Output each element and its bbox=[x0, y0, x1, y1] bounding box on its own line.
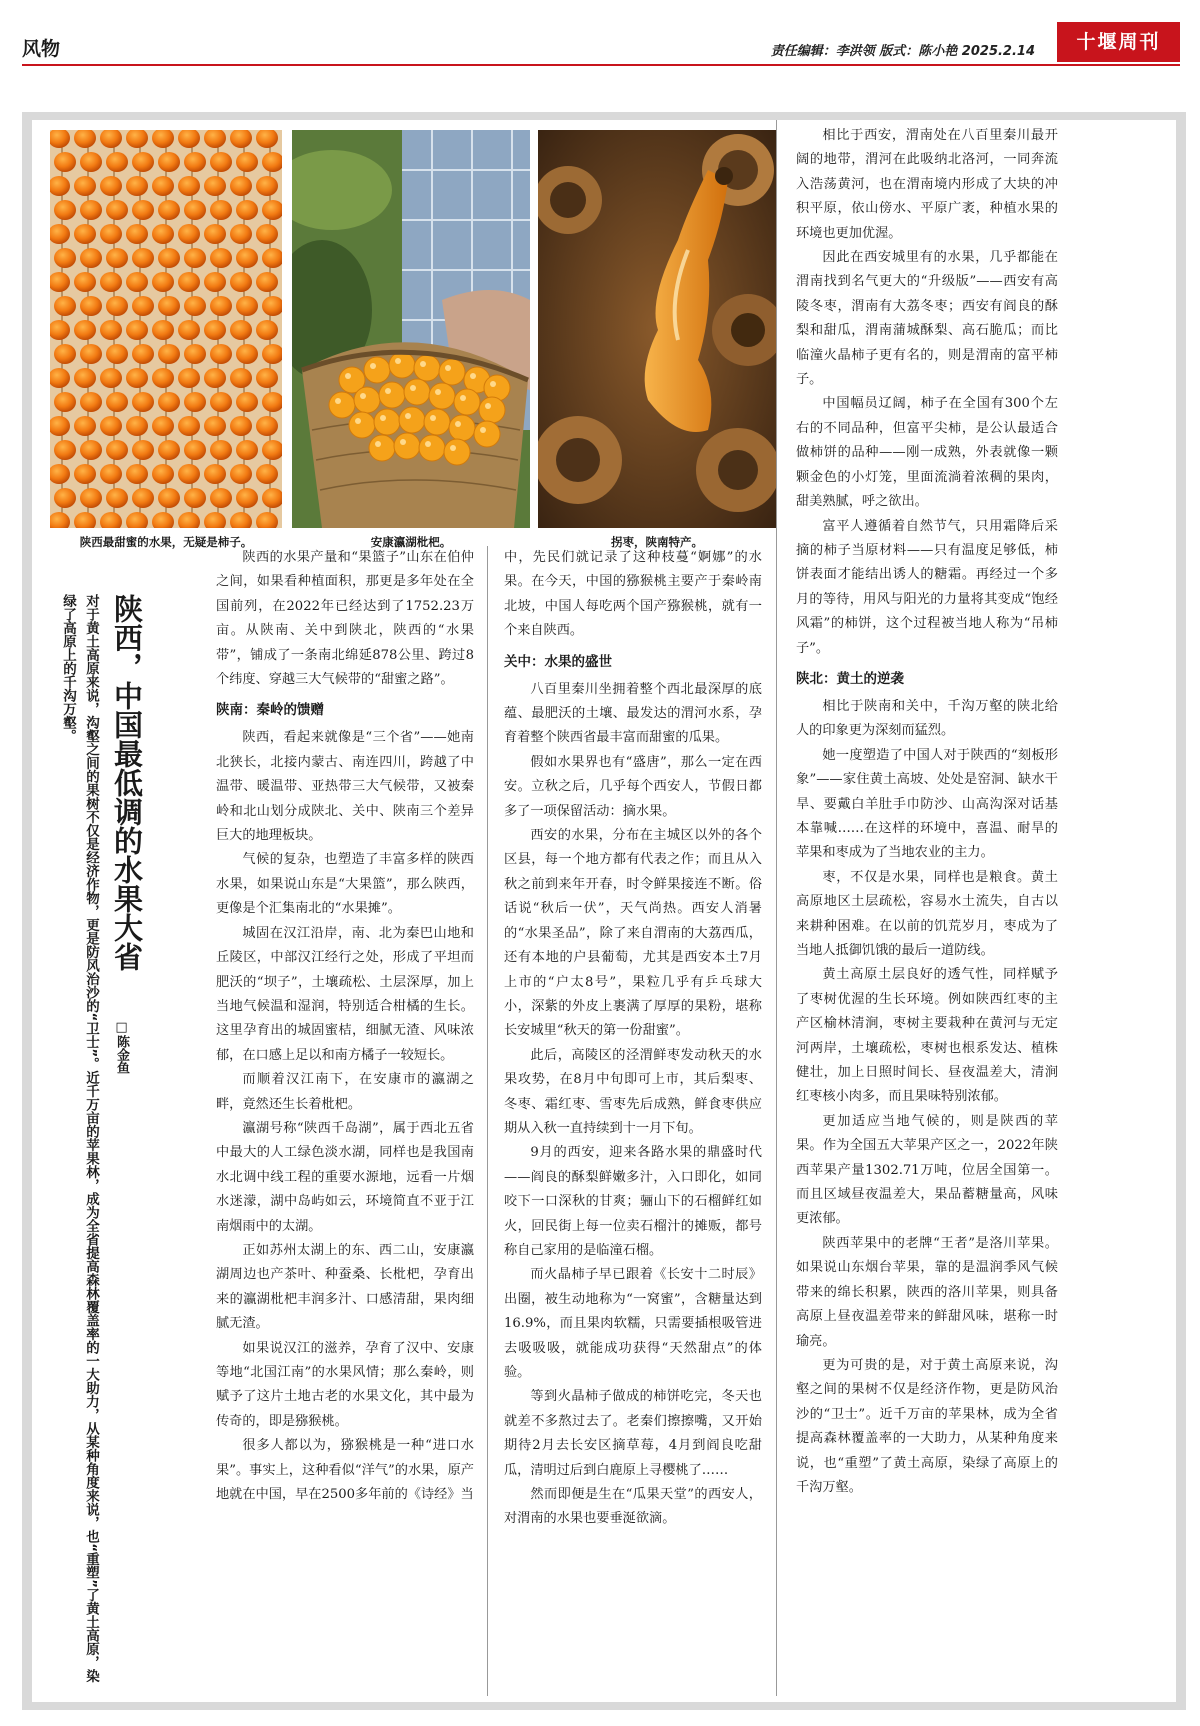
paragraph: 中，先民们就记录了这种枝蔓“婀娜”的水果。在今天，中国的猕猴桃主要产于秦岭南北坡，中国人每吃两个国产猕猴桃，就有一个来自陕西。 bbox=[504, 550, 762, 639]
paragraph: 枣，不仅是水果，同样也是粮食。黄土高原地区土层疏松，容易水土流失，自古以来耕种困难。在以前的饥荒岁月，枣成为了当地人抵御饥饿的最后一道防线。 bbox=[796, 869, 1058, 958]
paragraph: 而火晶柿子早已跟着《长安十二时辰》出圈，被生动地称为“一窝蜜”，含糖量达到16.9%，而且果肉软糯，只需要插根吸管进去吸吸吸，就能成功获得“天然甜点”的体验。 bbox=[504, 1267, 762, 1380]
header-rule bbox=[22, 64, 1180, 66]
paragraph: 中国幅员辽阔，柿子在全国有300个左右的不同品种，但富平尖柿，是公认最适合做柿饼的品种——刚一成熟，外表就像一颗颗金色的小灯笼，里面流淌着浓稠的果肉，甜美熟腻，呼之欲出。 bbox=[796, 396, 1058, 510]
article-body bbox=[32, 120, 1176, 1702]
paragraph: 因此在西安城里有的水果，几乎都能在渭南找到名气更大的“升级版”——西安有高陵冬枣，渭南有大荔冬枣；西安有阎良的酥梨和甜瓜，渭南蒲城酥梨、高石脆瓜；而比临潼火晶柿子更有名的，则是渭南的富平柿子。 bbox=[796, 250, 1058, 388]
page-header bbox=[22, 22, 1180, 66]
paragraph: 城固在汉江沿岸，南、北为秦巴山地和丘陵区，中部汉江经行之处，形成了平坦而肥沃的“坝子”，土壤疏松、土层深厚，加上当地气候温和湿润，特别适合柑橘的生长。这里孕育出的城固蜜桔，细腻无渣、风味浓郁，在口感上足以和南方橘子一较短长。 bbox=[216, 925, 474, 1063]
paragraph: 而顺着汉江南下，在安康市的瀛湖之畔，竟然还生长着枇杷。 bbox=[216, 1072, 474, 1112]
masthead-logo: 十堰周刊 bbox=[1057, 22, 1180, 62]
paragraph: 瀛湖号称“陕西千岛湖”，属于西北五省中最大的人工绿色淡水湖，同样也是我国南水北调中线工程的重要水源地，远看一片烟水迷濛，湖中岛屿如云，环境简直不亚于江南烟雨中的太湖。 bbox=[216, 1120, 474, 1234]
column-1 bbox=[216, 546, 474, 1507]
paragraph: 黄土高原土层良好的透气性，同样赋予了枣树优渥的生长环境。例如陕西红枣的主产区榆林清涧，枣树主要栽种在黄河与无定河两岸，土壤疏松，枣树也根系发达、植株健壮，加上日照时间长、昼夜温差大，清涧红枣核小肉多，而且果味特别浓郁。 bbox=[796, 967, 1058, 1105]
paragraph: 西安的水果，分布在主城区以外的各个区县，每一个地方都有代表之作；而且从入秋之前到来年开春，时令鲜果接连不断。俗话说“秋后一伏”，天气尚热。西安人消暑的“水果圣品”，除了来自渭南的大荔西瓜，还有本地的户县葡萄，尤其是西安本土7月上市的“户太8号”，果粒几乎有乒乓球大小，深紫的外皮上裹满了厚厚的果粉，堪称长安城里“秋天的第一份甜蜜”。 bbox=[504, 828, 762, 1039]
paragraph: 如果说汉江的滋养，孕育了汉中、安康等地“北国江南”的水果风情；那么秦岭，则赋予了这片土地古老的水果文化，其中最为传奇的，即是猕猴桃。 bbox=[216, 1340, 474, 1429]
column-3 bbox=[796, 124, 1058, 1500]
paragraph: 陕西的水果产量和“果篮子”山东在伯仲之间，如果看种植面积，那更是多年处在全国前列，在2022年已经达到了1752.23万亩。从陕南、关中到陕北，陕西的“水果带”，铺成了一条南北绵延878公里、跨过8个纬度、穿越三大气候带的“甜蜜之路”。 bbox=[216, 550, 474, 688]
photo-caption-2: 安康瀛湖枇杷。 bbox=[370, 535, 452, 549]
article-frame bbox=[22, 112, 1186, 1710]
article-headline: 陕西，中国最低调的水果大省 bbox=[110, 594, 144, 971]
paragraph: 更加适应当地气候的，则是陕西的苹果。作为全国五大苹果产区之一，2022年陕西苹果产量1302.71万吨，位居全国第一。而且区域昼夜温差大，果品蓄糖量高，风味更浓郁。 bbox=[796, 1113, 1058, 1227]
photo-caption-3: 拐枣，陕南特产。 bbox=[611, 535, 703, 549]
paragraph: 八百里秦川坐拥着整个西北最深厚的底蕴、最肥沃的土壤、最发达的渭河水系，孕育着整个陕西省最丰富而甜蜜的瓜果。 bbox=[504, 681, 762, 746]
paragraph: 她一度塑造了中国人对于陕西的“刻板形象”——家住黄土高坡、处处是窑洞、缺水干旱、要戴白羊肚手巾防沙、山高沟深对话基本靠喊……在这样的环境中，喜温、耐旱的苹果和枣成为了当地农业的主力。 bbox=[796, 747, 1058, 861]
paragraph: 然而即便是生在“瓜果天堂”的西安人，对渭南的水果也要垂涎欲滴。 bbox=[504, 1487, 762, 1527]
persimmon-photo bbox=[50, 130, 282, 528]
photo-caption-1: 陕西最甜蜜的水果，无疑是柿子。 bbox=[79, 535, 253, 549]
column-divider bbox=[776, 120, 777, 1696]
paragraph: 更为可贵的是，对于黄土高原来说，沟壑之间的果树不仅是经济作物，更是防风治沙的“卫士”。近千万亩的苹果林，成为全省提高森林覆盖率的一大助力，从某种角度来说，也“重塑”了黄土高原，染绿了高原上的千沟万壑。 bbox=[796, 1357, 1058, 1495]
paragraph: 气候的复杂，也塑造了丰富多样的陕西水果，如果说山东是“大果篮”，那么陕西，更像是个汇集南北的“水果摊”。 bbox=[216, 852, 474, 917]
guaizao-photo bbox=[538, 130, 776, 528]
lede-text: 对于黄土高原来说，沟壑之间的果树不仅是经济作物，更是防风治沙的“卫士”。近千万亩的苹果林，成为全省提高森林覆盖率的一大助力，从某种角度来说，也“重塑”了黄土高原，染绿了高原上的千沟万壑。 bbox=[60, 594, 99, 1683]
editor-credit: 责任编辑：李洪领 版式：陈小艳 2025.2.14 bbox=[770, 44, 1035, 59]
subhead-shaanbei: 陕北：黄土的逆袭 bbox=[796, 670, 904, 687]
paragraph: 陕西苹果中的老牌“王者”是洛川苹果。如果说山东烟台苹果，靠的是温润季风气候带来的绵长积累，陕西的洛川苹果，则具备高原上昼夜温差带来的鲜甜风味，堪称一时瑜亮。 bbox=[796, 1235, 1058, 1349]
paragraph: 相比于西安，渭南处在八百里秦川最开阔的地带，渭河在此吸纳北洛河，一同奔流入浩荡黄河，也在渭南境内形成了大块的冲积平原，依山傍水、平原广袤，种植水果的环境也更加优渥。 bbox=[796, 128, 1058, 241]
paragraph: 假如水果界也有“盛唐”，那么一定在西安。立秋之后，几乎每个西安人，节假日都多了一项保留活动：摘水果。 bbox=[504, 754, 762, 819]
paragraph: 此后，高陵区的泾渭鲜枣发动秋天的水果攻势，在8月中旬即可上市，其后梨枣、冬枣、霜红枣、雪枣先后成熟，鲜食枣供应期从入秋一直持续到十一月下旬。 bbox=[504, 1047, 762, 1136]
column-divider bbox=[487, 546, 488, 1696]
section-label: 风物 bbox=[22, 38, 61, 60]
paragraph: 9月的西安，迎来各路水果的鼎盛时代——阎良的酥梨鲜嫩多汁，入口即化，如同咬下一口深秋的甘爽；骊山下的石榴鲜红如火，回民街上每一位卖石榴汁的摊贩，都号称自己家用的是临潼石榴。 bbox=[504, 1145, 762, 1258]
paragraph: 等到火晶柿子做成的柿饼吃完，冬天也就差不多熬过去了。老秦们擦擦嘴，又开始期待2月去长安区摘草莓，4月到阎良吃甜瓜，清明过后到白鹿原上寻樱桃了…… bbox=[504, 1389, 762, 1478]
paragraph: 陕西，看起来就像是“三个省”——她南北狭长，北接内蒙古、南连四川，跨越了中温带、暖温带、亚热带三大气候带，又被秦岭和北山划分成陕北、关中、陕南三个差异巨大的地理板块。 bbox=[216, 730, 474, 844]
paragraph: 正如苏州太湖上的东、西二山，安康瀛湖周边也产茶叶、种蚕桑、长枇杷，孕育出来的瀛湖枇杷丰润多汁、口感清甜，果肉细腻无渣。 bbox=[216, 1242, 474, 1332]
paragraph: 相比于陕南和关中，千沟万壑的陕北给人的印象更为深刻而猛烈。 bbox=[796, 698, 1058, 739]
loquat-photo bbox=[292, 130, 530, 528]
byline: □陈金鱼 bbox=[114, 1020, 129, 1074]
column-2 bbox=[504, 546, 762, 1532]
subhead-guanzhong: 关中：水果的盛世 bbox=[504, 653, 612, 670]
paragraph: 富平人遵循着自然节气，只用霜降后采摘的柿子当原材料——只有温度足够低，柿饼表面才能结出诱人的糖霜。再经过一个多月的等待，用风与阳光的力量将其变成“饱经风霜”的柿饼，这个过程被当地人称为“吊柿子”。 bbox=[796, 518, 1058, 656]
paragraph: 很多人都以为，猕猴桃是一种“进口水果”。事实上，这种看似“洋气”的水果，原产地就在中国，早在2500多年前的《诗经》当 bbox=[216, 1438, 474, 1503]
subhead-shaannan: 陕南：秦岭的馈赠 bbox=[216, 702, 324, 719]
